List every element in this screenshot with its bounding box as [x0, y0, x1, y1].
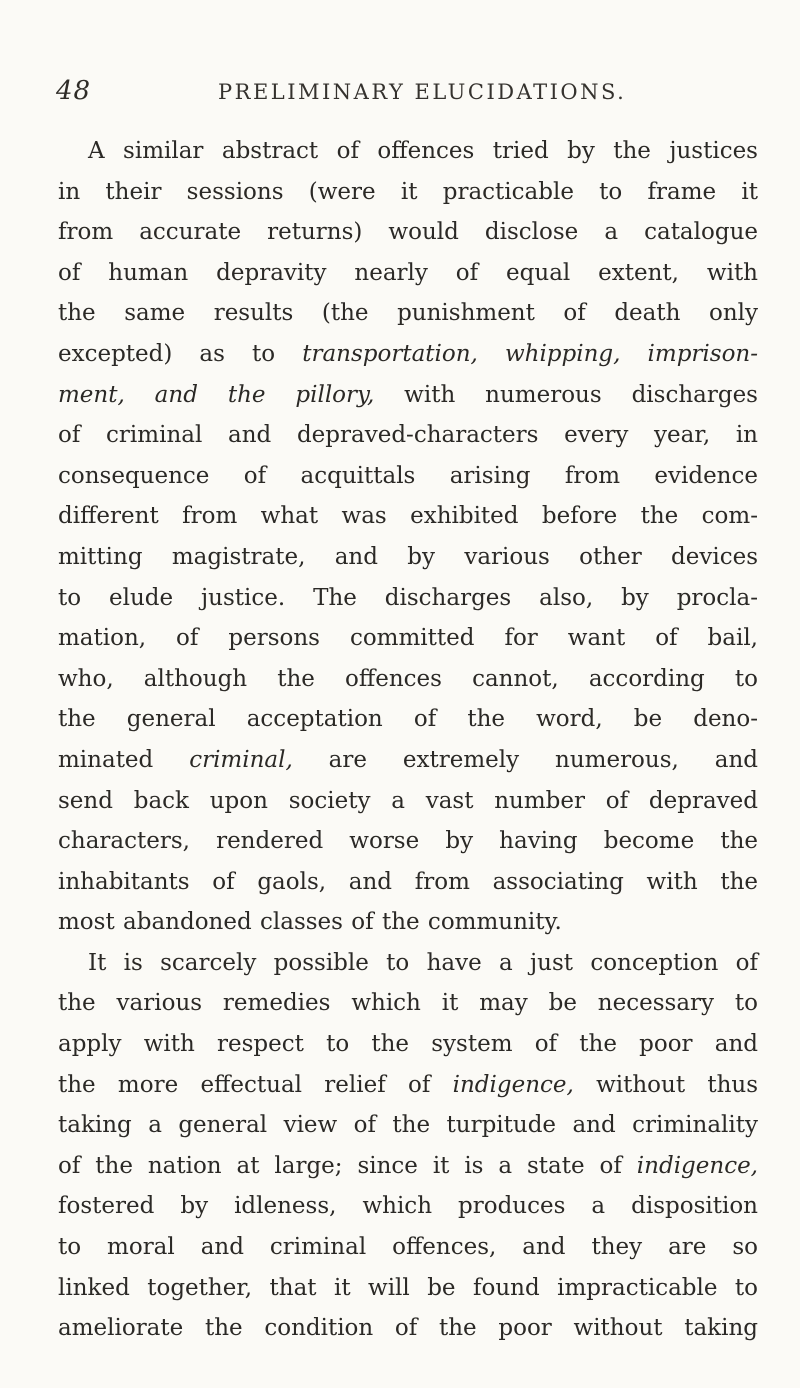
italic-segment: ment, and the — [58, 381, 296, 408]
text-line: fostered by idleness, which produces a disposition — [58, 1193, 758, 1220]
text-line: A similar abstract of offences tried by the justices — [88, 138, 758, 164]
italic-segment: indigence, — [452, 1071, 574, 1098]
text-segment: are extremely numerous, and — [292, 746, 758, 773]
text-line: consequence of acquittals arising from evidence — [58, 462, 758, 489]
text-line: in their sessions (were it practicable to frame it — [58, 178, 758, 205]
text-line — [58, 1065, 758, 1106]
text-line: from accurate returns) would disclose a catalogue — [58, 219, 758, 246]
body-text — [58, 131, 758, 1349]
text-segment: without thus — [573, 1071, 759, 1098]
running-head — [0, 76, 800, 116]
italic-segment: indigence, — [636, 1152, 758, 1179]
page-number: 48 — [56, 76, 92, 106]
text-line — [58, 334, 758, 375]
running-title: PRELIMINARY ELUCIDATIONS. — [218, 80, 627, 104]
text-line: to elude justice. The discharges also, by procla- — [58, 584, 758, 611]
text-segment: the more effectual relief of — [58, 1071, 453, 1098]
text-segment: minated — [58, 746, 190, 773]
text-line: characters, rendered worse by having become the — [58, 828, 758, 855]
text-line: most abandoned classes of the community. — [58, 909, 562, 936]
text-line: the general acceptation of the word, be deno- — [58, 706, 758, 733]
text-line: inhabitants of gaols, and from associating with the — [58, 868, 758, 895]
text-segment: of the nation at large; since it is a state of — [58, 1152, 637, 1179]
text-line: of criminal and depraved-characters every year, in — [58, 422, 758, 449]
italic-segment: criminal, — [189, 746, 293, 773]
italic-segment: pillory, — [295, 381, 375, 408]
text-line: send back upon society a vast number of depraved — [58, 787, 758, 814]
text-line: taking a general view of the turpitude and criminality — [58, 1112, 758, 1139]
text-line: the various remedies which it may be necessary to — [58, 990, 758, 1017]
text-segment: excepted) as to — [58, 340, 303, 367]
italic-segment: transportation, whipping, imprison- — [302, 340, 758, 367]
text-line: mitting magistrate, and by various other devices — [58, 543, 758, 570]
text-line: linked together, that it will be found impracticable to — [58, 1274, 758, 1301]
text-line: apply with respect to the system of the poor and — [58, 1031, 758, 1058]
text-line: to moral and criminal offences, and they are so — [58, 1234, 758, 1261]
text-line: ameliorate the condition of the poor without taking — [58, 1315, 758, 1342]
text-line: mation, of persons committed for want of bail, — [58, 625, 758, 652]
text-line: the same results (the punishment of death only — [58, 300, 758, 327]
text-line: different from what was exhibited before the com- — [58, 503, 758, 530]
text-line — [58, 740, 758, 781]
text-line — [58, 1146, 758, 1187]
text-line: of human depravity nearly of equal extent, with — [58, 259, 758, 286]
text-segment: with numerous discharges — [374, 381, 758, 408]
text-line — [58, 375, 758, 416]
text-line: who, although the offences cannot, according to — [58, 665, 758, 692]
text-line: It is scarcely possible to have a just conception of — [88, 949, 758, 976]
